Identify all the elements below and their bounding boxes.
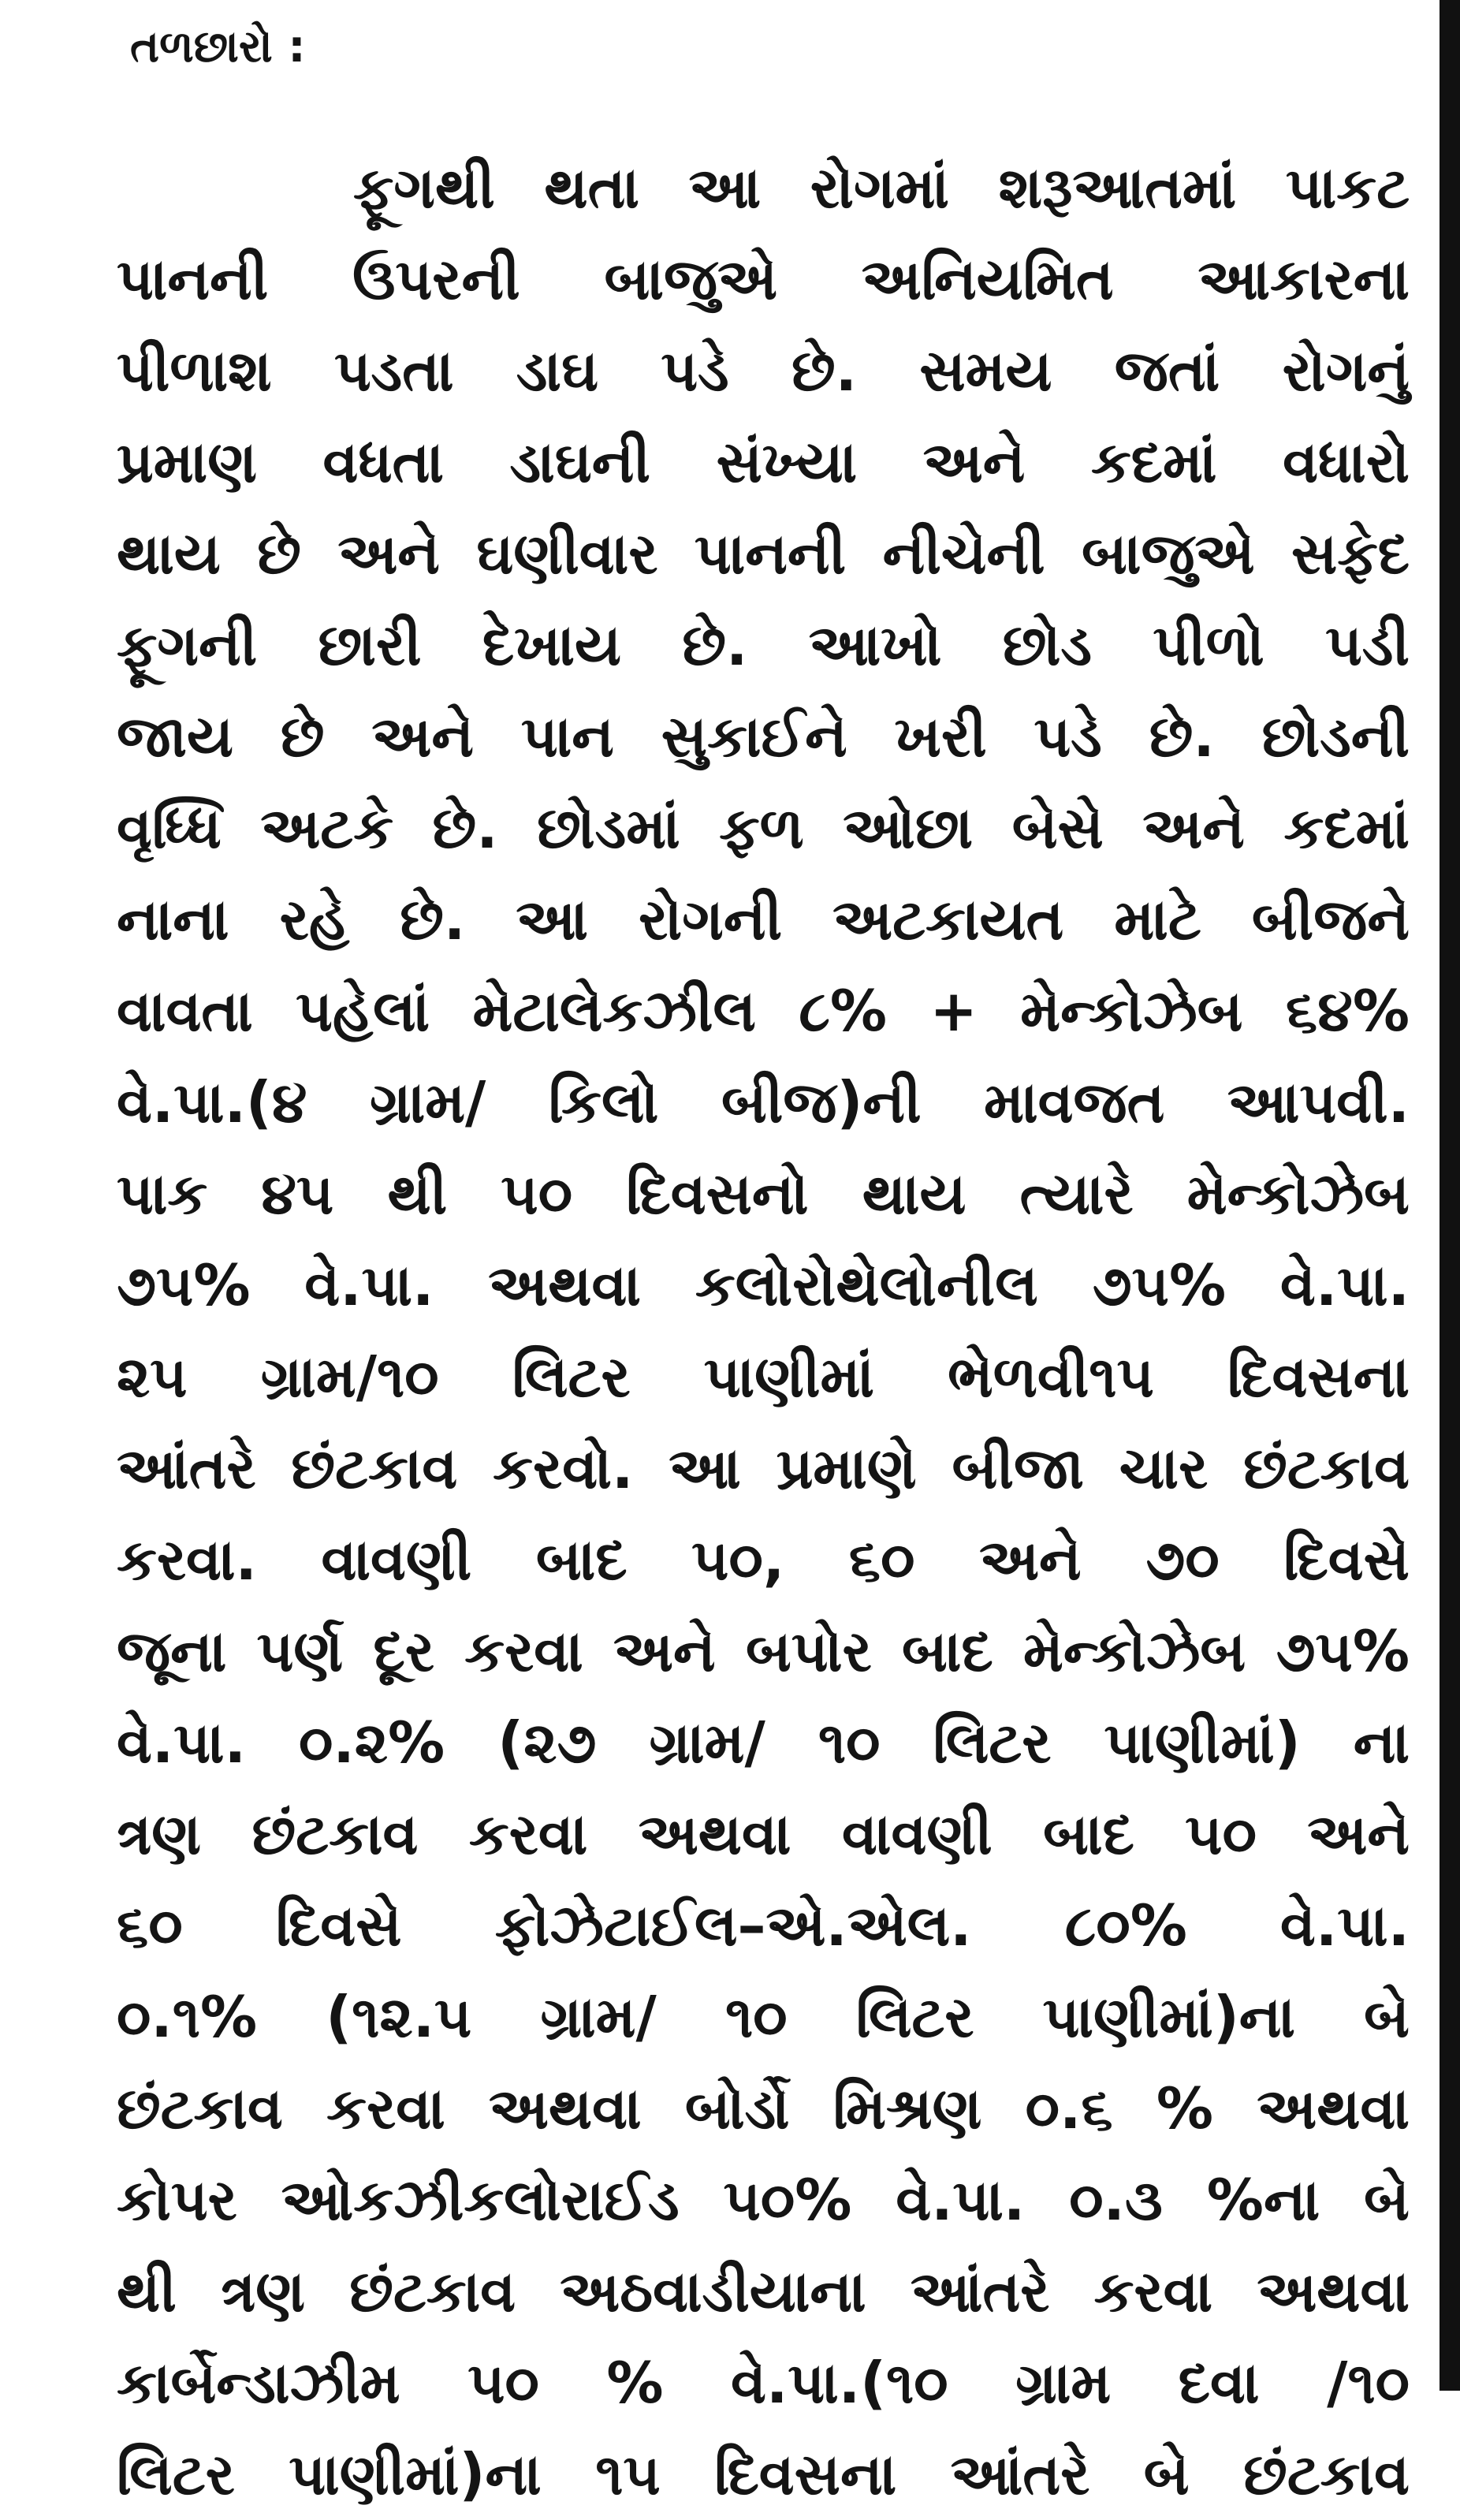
text-line: ૬૦ દિવસે ફોઝેટાઈલ–એ.એલ. ૮૦% વે.પા. [117,1892,1410,1959]
text-line: આંતરે છંટકાવ કરવો. આ પ્રમાણે બીજા ચાર છંટકાવ [117,1435,1410,1501]
text-line: ૦.૧% (૧૨.૫ ગ્રામ/ ૧૦ લિટર પાણીમાં)ના બે [117,1984,1410,2050]
text-line: ત્રણ છંટકાવ કરવા અથવા વાવણી બાદ ૫૦ અને [117,1801,1410,1867]
text-line: કાર્બેન્ડાઝીમ ૫૦ % વે.પા.(૧૦ ગ્રામ દવા /૧૦ [117,2350,1410,2416]
text-line: નાના રહે છે. આ રોગની અટકાયત માટે બીજને [117,886,1410,952]
text-line: જૂના પર્ણ દૂર કરવા અને બપોર બાદ મેન્કોઝેબ ૭૫% [117,1618,1410,1684]
text-line: થી ત્રણ છંટકાવ અઠવાડીયાના આંતરે કરવા અથવા [117,2258,1410,2324]
text-line: પાક ૪૫ થી ૫૦ દિવસનો થાય ત્યારે મેન્કોઝેબ [117,1161,1410,1227]
text-line: વે.પા. ૦.૨% (૨૭ ગ્રામ/ ૧૦ લિટર પાણીમાં) ના [117,1709,1410,1776]
text-line: કોપર ઓકઝીકલોરાઈડ ૫૦% વે.પા. ૦.૩ %ના બે [117,2167,1410,2233]
text-line: લિટર પાણીમાં)ના ૧૫ દિવસના આંતરે બે છંટકાવ [117,2441,1410,2507]
text-line: છંટકાવ કરવા અથવા બોર્ડો મિશ્રણ ૦.૬ % અથવા [117,2075,1410,2142]
text-line: ફૂગથી થતા આ રોગમાં શરૂઆતમાં પાકટ [353,155,1410,221]
text-line: ૨૫ ગ્રામ/૧૦ લિટર પાણીમાં ભેળવી૧૫ દિવસના [117,1344,1410,1410]
text-line: ૭૫% વે.પા. અથવા કલોરોથેલોનીલ ૭૫% વે.પા. [117,1252,1410,1318]
text-line: પાનની ઉપરની બાજુએ અનિયમિત આકારના [117,246,1410,312]
text-line: વૃધ્ધિ અટકે છે. છોડમાં ફળ ઓછા બેસે અને કદમાં [117,795,1410,861]
text-line: વે.પા.(૪ ગ્રામ/ કિલો બીજ)ની માવજત આપવી. [117,1069,1410,1135]
article-body [117,142,1410,2520]
text-line: થાય છે અને ઘણીવાર પાનની નીચેની બાજુએ સફેદ [117,520,1410,587]
text-line: પ્રમાણ વધતા ડાઘની સંખ્યા અને કદમાં વધારો [117,429,1410,495]
text-line: જાય છે અને પાન સુકાઈને ખરી પડે છે. છોડની [117,703,1410,770]
text-line: પીળાશ પડતા ડાઘ પડે છે. સમય જતાં રોગનું [117,337,1410,404]
text-line: ફૂગની છારી દેખાય છે. આખો છોડ પીળો પડી [117,612,1410,678]
text-line: કરવા. વાવણી બાદ ૫૦, ૬૦ અને ૭૦ દિવસે [117,1527,1410,1593]
text-line: વાવતા પહેલાં મેટાલેકઝીલ ૮% + મેન્કોઝેબ ૬૪% [117,978,1410,1044]
section-heading: તળછારો : [130,21,306,73]
